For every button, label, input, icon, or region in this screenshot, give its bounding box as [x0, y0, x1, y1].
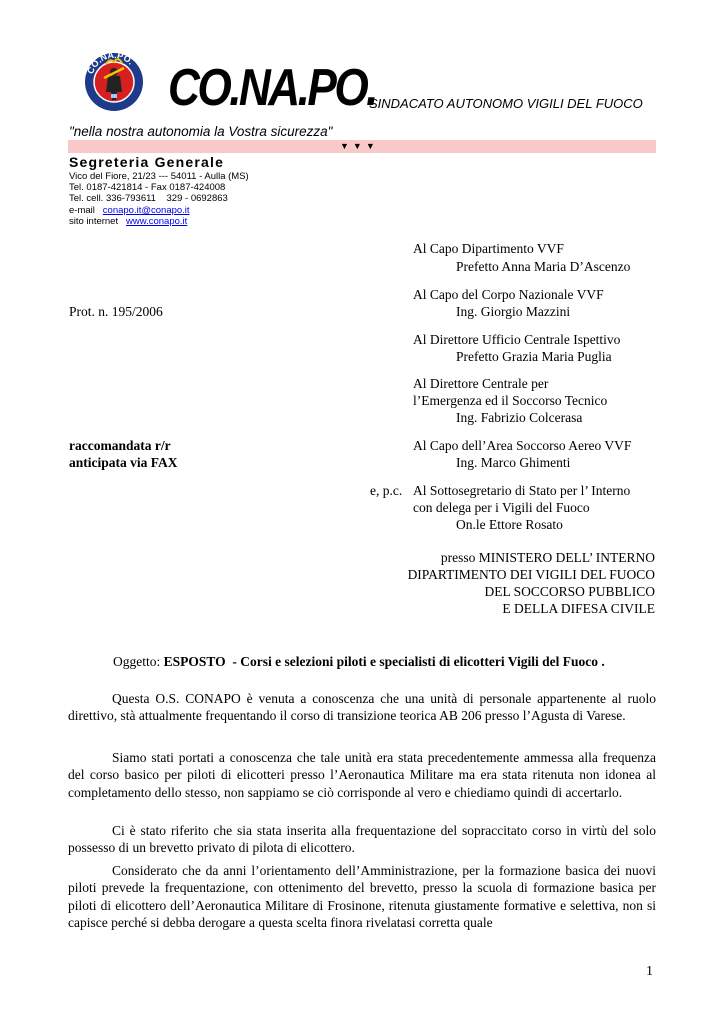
recipient-4-name: Ing. Fabrizio Colcerasa [456, 410, 583, 425]
recipient-5-role: Al Capo dell’Area Soccorso Aereo VVF [413, 438, 632, 453]
recipient-1-role: Al Capo Dipartimento VVF [413, 241, 564, 256]
recipient-3-name: Prefetto Grazia Maria Puglia [456, 349, 612, 364]
presso-line-2: DIPARTIMENTO DEI VIGILI DEL FUOCO [407, 567, 655, 582]
header-subtitle: SINDACATO AUTONOMO VIGILI DEL FUOCO [369, 96, 643, 111]
recipient-4-role: Al Direttore Centrale per [413, 376, 549, 391]
email-label: e-mail [69, 205, 95, 216]
cc-line-1: Al Sottosegretario di Stato per l’ Interno [413, 483, 631, 498]
page-number: 1 [646, 964, 653, 979]
segreteria-tel: Tel. 0187-421814 - Fax 0187-424008 [69, 182, 226, 193]
body-paragraph-1: Questa O.S. CONAPO è venuta a conoscenza che una unità di personale appartenente al ruolo direttivo, stà attualmente frequentando il corso di transizione teorica AB 206 presso l’Agusta di Varese. [68, 691, 656, 724]
recipient-4-role-line2: l’Emergenza ed il Soccorso Tecnico [413, 393, 608, 408]
protocol-number: Prot. n. 195/2006 [69, 304, 163, 319]
presso-line-3: DEL SOCCORSO PUBBLICO [484, 584, 655, 599]
presso-line-4: E DELLA DIFESA CIVILE [502, 601, 655, 616]
recipient-1-name: Prefetto Anna Maria D’Ascenzo [456, 259, 631, 274]
segreteria-site-line [69, 216, 187, 227]
presso-line-1: presso MINISTERO DELL’ INTERNO [440, 550, 655, 565]
delivery-method-2: anticipata via FAX [69, 455, 178, 470]
segreteria-email-line [69, 205, 190, 216]
recipient-3-role: Al Direttore Ufficio Centrale Ispettivo [413, 332, 621, 347]
brand-wordmark: CO.NA.PO. [168, 59, 376, 117]
recipient-5-name: Ing. Marco Ghimenti [456, 455, 571, 470]
cc-line-3: On.le Ettore Rosato [456, 517, 563, 532]
body-paragraph-3: Ci è stato riferito che sia stata inserita alla frequentazione del sopraccitato corso in virtù del solo possesso di un brevetto privato di pilota di elicottero. [68, 823, 656, 856]
header-motto: "nella nostra autonomia la Vostra sicurezza" [69, 124, 333, 139]
body-paragraph-4: Considerato che da anni l’orientamento dell’Amministrazione, per la formazione basica dei nuovi piloti prevede la frequentazione, con ottenimento del brevetto, presso la scuola di formazione basica per piloti di elicottero dell’Aeronautica Militare di Frosinone, ritenuta giustamente formative e selettiva, non si capisce perché si debba derogare a questa scelta finora rivelatasi corretta quale [68, 863, 656, 931]
logo-ring-text [84, 48, 144, 114]
conapo-logo [84, 48, 144, 114]
body-paragraph-2: Siamo stati portati a conoscenza che tale unità era stata precedentemente ammessa alla frequenza del corso basico per piloti di elicotteri presso l’Aeronautica Militare ma era stata ritenuta non idonea al completamento dello stesso, non sappiamo se ciò corrisponde al vero e chiediamo quindi di accertarlo. [68, 750, 656, 800]
site-label: sito internet [69, 216, 119, 227]
cc-line-2: con delega per i Vigili del Fuoco [413, 500, 590, 515]
triangle-ornament-icon: ▼▼▼ [340, 141, 379, 151]
subject-label: Oggetto: [113, 654, 164, 669]
segreteria-address: Vico del Fiore, 21/23 --- 54011 - Aulla (MS) [69, 171, 249, 182]
segreteria-cell: Tel. cell. 336-793611 329 - 0692863 [69, 193, 228, 204]
delivery-method-1: raccomandata r/r [69, 438, 171, 453]
recipient-2-role: Al Capo del Corpo Nazionale VVF [413, 287, 604, 302]
website-link[interactable]: www.conapo.it [126, 216, 188, 227]
recipient-2-name: Ing. Giorgio Mazzini [456, 304, 571, 319]
cc-label: e, p.c. [370, 483, 403, 498]
email-link[interactable]: conapo.it@conapo.it [102, 205, 190, 216]
svg-text:CO.NA.PO.: CO.NA.PO. [85, 49, 136, 76]
subject-line [113, 653, 605, 670]
subject-text: ESPOSTO - Corsi e selezioni piloti e specialisti di elicotteri Vigili del Fuoco . [163, 654, 605, 669]
segreteria-title: Segreteria Generale [69, 154, 225, 170]
